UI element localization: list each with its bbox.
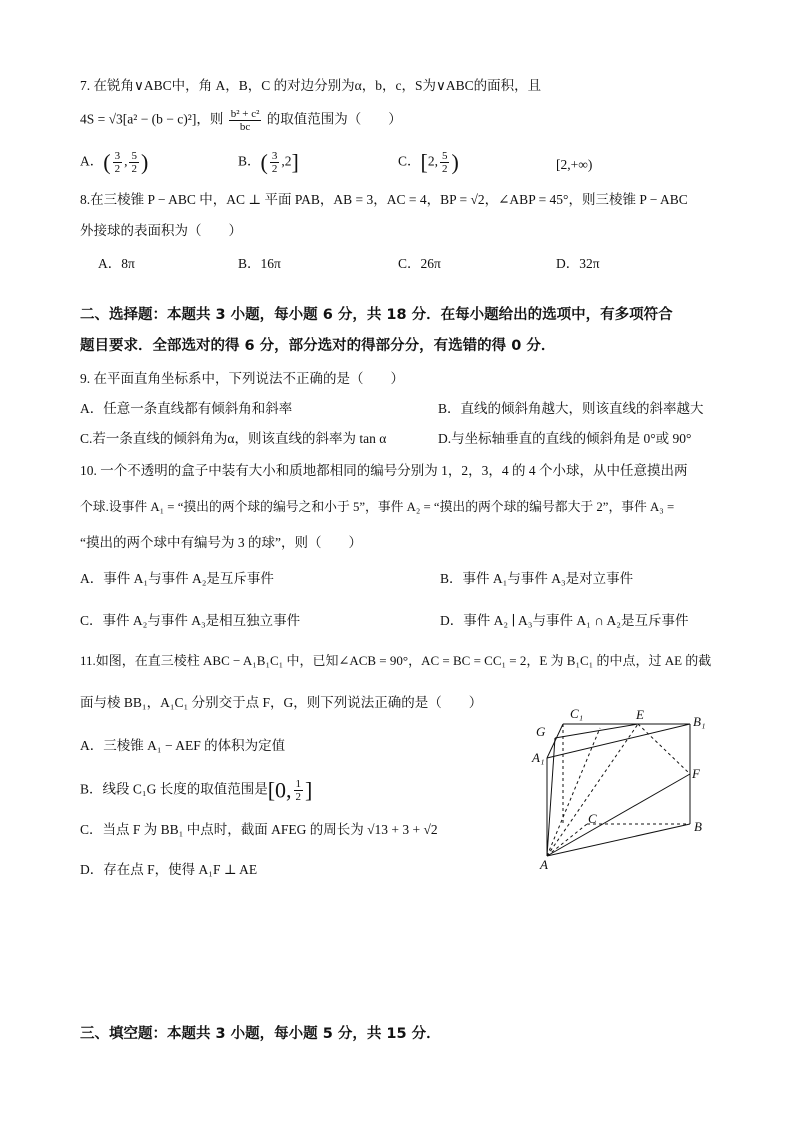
q8-option-b: B．16π: [238, 256, 281, 271]
q11-option-b-rbracket: ]: [305, 777, 313, 803]
q7-option-d: [2,+∞): [556, 157, 593, 172]
q8-option-d: D．32π: [556, 256, 600, 271]
q7-option-b-frac1-num: 3: [271, 150, 278, 162]
label-a1: A₁: [532, 750, 545, 765]
q11-option-b-frac-num: 1: [295, 778, 302, 790]
q8-stem-line1: 8.在三棱锥 P − ABC 中，AC ⊥ 平面 PAB，AB = 3，AC = 4，BP = √2，∠ABP = 45°，则三棱锥 P − ABC: [80, 192, 688, 207]
q9-option-b: B．直线的倾斜角越大，则该直线的斜率越大: [438, 401, 704, 416]
q10-stem-line3: “摸出的两个球中有编号为 3 的球”，则（ ）: [80, 535, 362, 550]
q7-condition: 4S = √3[a² − (b − c)²]，则: [80, 111, 224, 127]
prism-figure: [530, 706, 730, 871]
q7-option-b-sep: ,: [281, 153, 285, 169]
q10-option-a: A．事件 A₁与事件 A₂是互斥事件: [80, 571, 274, 586]
q7-option-c-frac: [440, 150, 450, 175]
q7-option-a-rparen: ): [140, 149, 149, 175]
q7-option-a-frac2-num: 5: [131, 150, 137, 162]
q10-option-d: D．事件 A₂ ∣ A₃与事件 A₁ ∩ A₂是互斥事件: [440, 613, 689, 628]
q7-option-c-label: C．: [398, 153, 421, 169]
section2-heading-line2: 题目要求．全部选对的得 6 分，部分选对的得部分分，有选错的得 0 分．: [80, 338, 556, 354]
label-b: B: [694, 819, 702, 834]
q10-stem-line2: 个球.设事件 A₁ = “摸出的两个球的编号之和小于 5”，事件 A₂ = “摸出的两个球的编号都大于 2”，事件 A₃ =: [80, 500, 675, 514]
section3-heading: 三、填空题：本题共 3 小题，每小题 5 分，共 15 分．: [80, 1026, 441, 1042]
q7-fraction: [229, 108, 262, 133]
q7-option-a-frac1-num: 3: [114, 150, 121, 162]
q11-option-b-text: B．线段 C₁G 长度的取值范围是: [80, 781, 268, 797]
q7-option-b-rbracket: ]: [291, 149, 299, 175]
segment-e-f: [638, 724, 690, 774]
q7-option-c-lbracket: [: [420, 149, 428, 175]
q7-option-c-value: 2,: [427, 153, 438, 169]
q11-stem-line1: 11.如图，在直三棱柱 ABC − A₁B₁C₁ 中，已知∠ACB = 90°，AC = BC = CC₁ = 2，E 为 B₁C₁ 的中点，过 AE 的截: [80, 653, 712, 668]
label-c1: C₁: [570, 706, 584, 721]
q7-option-b-lparen: (: [260, 149, 268, 175]
segment-g-e: [555, 724, 638, 738]
q7-stem-line2: [80, 108, 402, 133]
q11-option-d: D．存在点 F，使得 A₁F ⊥ AE: [80, 862, 258, 877]
q8-option-a: A．8π: [98, 256, 135, 271]
q7-option-b-frac1-den: 2: [271, 163, 278, 175]
q7-option-a-label: A．: [80, 153, 104, 169]
q7-option-b-value: 2: [284, 153, 292, 169]
segment-a-f: [547, 774, 690, 856]
q7-fraction-numerator: b² + c²: [230, 108, 260, 120]
q7-option-a-sep: ,: [124, 153, 128, 169]
label-e: E: [636, 707, 644, 722]
section2-heading-line1: 二、选择题：本题共 3 小题，每小题 6 分，共 18 分．在每小题给出的选项中，有多项符合: [80, 307, 673, 323]
label-g: G: [536, 724, 546, 739]
q9-option-c: C.若一条直线的倾斜角为α，则该直线的斜率为 tan α: [80, 431, 387, 446]
q7-option-a: [80, 150, 148, 175]
q11-option-a: A．三棱锥 A₁ − AEF 的体积为定值: [80, 738, 286, 753]
q7-option-b-frac1: [270, 150, 280, 175]
q7-option-a-frac2-den: 2: [131, 163, 137, 175]
q7-option-c-frac-num: 5: [441, 150, 448, 162]
q8-stem-line2: 外接球的表面积为（ ）: [80, 223, 242, 238]
q11-option-b-frac-den: 2: [295, 791, 302, 803]
q10-option-b: B．事件 A₁与事件 A₃是对立事件: [440, 571, 634, 586]
q7-stem-line1: 7. 在锐角∨ABC中，角 A，B，C 的对边分别为α，b，c，S为∨ABC的面积，且: [80, 78, 542, 93]
q11-option-b-frac: [294, 778, 304, 803]
q7-option-c: [398, 150, 459, 175]
q10-option-c: C．事件 A₂与事件 A₃是相互独立事件: [80, 613, 301, 628]
label-c: C: [588, 811, 597, 826]
q7-option-b: [238, 150, 299, 175]
segment-a-e: [547, 724, 638, 856]
q8-option-c: C．26π: [398, 256, 441, 271]
q9-option-d: D.与坐标轴垂直的直线的倾斜角是 0°或 90°: [438, 431, 692, 446]
q7-option-a-lparen: (: [103, 149, 111, 175]
q9-option-a: A．任意一条直线都有倾斜角和斜率: [80, 401, 293, 416]
q11-option-c: C．当点 F 为 BB₁ 中点时，截面 AFEG 的周长为 √13 + 3 + √2: [80, 822, 438, 837]
q7-option-c-rparen: ): [451, 149, 459, 175]
label-b1: B₁: [693, 714, 706, 729]
label-f: F: [692, 766, 700, 781]
q11-option-b-lbracket: [0,: [267, 777, 292, 803]
q7-option-c-frac-den: 2: [441, 163, 448, 175]
q7-option-a-frac2: [129, 150, 139, 175]
q7-option-a-frac1-den: 2: [114, 163, 121, 175]
q9-stem: 9. 在平面直角坐标系中，下列说法不正确的是（ ）: [80, 371, 404, 386]
q7-option-a-frac1: [113, 150, 123, 175]
q7-question: 的取值范围为（ ）: [266, 111, 402, 127]
q7-fraction-denominator: bc: [239, 121, 251, 133]
q7-option-b-label: B．: [238, 153, 261, 169]
q10-stem-line1: 10. 一个不透明的盒子中装有大小和质地都相同的编号分别为 1，2，3，4 的 4 个小球，从中任意摸出两: [80, 463, 688, 478]
edge-a-b: [547, 824, 690, 856]
label-a: A: [540, 857, 548, 871]
q11-option-b: [80, 778, 312, 803]
q11-stem-line2: 面与棱 BB₁，A₁C₁ 分别交于点 F，G，则下列说法正确的是（ ）: [80, 695, 483, 710]
